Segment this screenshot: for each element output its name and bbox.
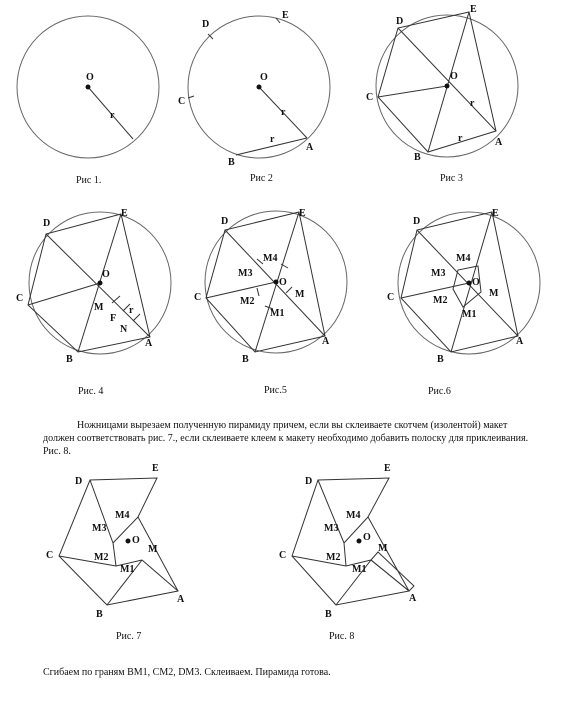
label-M4: M4: [346, 510, 361, 521]
figure-6: [387, 208, 540, 397]
label-O: O: [472, 277, 480, 288]
figure-2: [178, 10, 330, 184]
diagonal-EB: [428, 12, 469, 152]
label-D: D: [413, 216, 421, 227]
label-D: D: [43, 218, 51, 229]
label-M2: M2: [240, 296, 255, 307]
figure-7: [46, 463, 185, 642]
label-M: M: [489, 288, 499, 299]
label-B: B: [96, 609, 103, 620]
label-B: B: [242, 354, 249, 365]
diagonal-DA: [398, 28, 496, 131]
label-C: C: [366, 92, 374, 103]
label-E: E: [282, 10, 289, 21]
label-O: O: [102, 269, 110, 280]
figure-5: [194, 208, 347, 396]
label-r: r: [129, 305, 134, 316]
caption-fig4: Рис. 4: [78, 386, 104, 397]
label-O: O: [260, 72, 268, 83]
caption-fig8: Рис. 8: [329, 631, 355, 642]
label-O: O: [86, 72, 94, 83]
label-M1: M1: [120, 564, 135, 575]
label-C: C: [279, 550, 287, 561]
net-outline: [59, 478, 178, 605]
center-point: [86, 85, 91, 90]
pentagon: [378, 12, 496, 152]
label-M3: M3: [238, 268, 253, 279]
label-D: D: [396, 16, 404, 27]
label-M: M: [148, 544, 158, 555]
label-r: r: [281, 107, 286, 118]
label-C: C: [46, 550, 54, 561]
label-E: E: [492, 208, 499, 219]
figure-8: [279, 463, 417, 642]
label-M1: M1: [462, 309, 477, 320]
label-A: A: [177, 594, 185, 605]
figure-4: [16, 208, 171, 397]
label-A: A: [306, 142, 314, 153]
radius-OC: [28, 283, 100, 305]
label-B: B: [437, 354, 444, 365]
center-point: [274, 280, 279, 285]
figure-3: [366, 4, 518, 184]
label-M: M: [295, 289, 305, 300]
label-N: N: [120, 324, 128, 335]
label-M4: M4: [456, 253, 471, 264]
label-M2: M2: [433, 295, 448, 306]
label-M4: M4: [115, 510, 130, 521]
label-M: M: [378, 543, 388, 554]
label-B: B: [228, 157, 235, 168]
label-E: E: [152, 463, 159, 474]
label-C: C: [16, 293, 24, 304]
tick-N: [133, 314, 140, 321]
label-O: O: [279, 277, 287, 288]
label-A: A: [495, 137, 503, 148]
caption-fig2: Рис 2: [250, 173, 273, 184]
label-r2: r: [458, 133, 463, 144]
caption-fig7: Рис. 7: [116, 631, 142, 642]
label-M3: M3: [431, 268, 446, 279]
label-A: A: [516, 336, 524, 347]
label-C: C: [178, 96, 186, 107]
center-point: [357, 539, 362, 544]
label-F: F: [110, 313, 117, 324]
label-A: A: [322, 336, 330, 347]
tick-M: [112, 296, 120, 303]
label-O: O: [450, 71, 458, 82]
label-B: B: [325, 609, 332, 620]
label-D: D: [305, 476, 313, 487]
label-D: D: [202, 19, 210, 30]
center-point: [445, 84, 450, 89]
edge-M1-A: [142, 560, 178, 591]
label-M4: M4: [263, 253, 278, 264]
label-C: C: [387, 292, 395, 303]
label-r: r: [470, 98, 475, 109]
center-point: [467, 281, 472, 286]
label-r2: r: [270, 134, 275, 145]
caption-fig5: Рис.5: [264, 385, 287, 396]
label-A: A: [409, 593, 417, 604]
caption-fig6: Рис.6: [428, 386, 451, 397]
label-E: E: [384, 463, 391, 474]
final-instruction: Сгибаем по граням ВМ1, СМ2, DM3. Склеиваем. Пирамида готова.: [43, 667, 331, 678]
tick-M2: [257, 288, 259, 296]
label-M3: M3: [324, 523, 339, 534]
label-A: A: [145, 338, 153, 349]
tick-M: [286, 287, 292, 293]
caption-fig1: Рис 1.: [76, 175, 102, 186]
label-E: E: [299, 208, 306, 219]
label-E: E: [121, 208, 128, 219]
label-D: D: [75, 476, 83, 487]
label-C: C: [194, 292, 202, 303]
glue-strip: [371, 552, 414, 591]
label-B: B: [66, 354, 73, 365]
radius-OC: [378, 86, 447, 97]
figure-1: [17, 16, 159, 186]
label-O: O: [132, 535, 140, 546]
edge-M3-M2: [113, 543, 116, 566]
label-M2: M2: [326, 552, 341, 563]
label-O: O: [363, 532, 371, 543]
center-point: [126, 539, 131, 544]
edge-M3-M2: [344, 543, 346, 566]
pentagon: [206, 212, 325, 352]
label-M3: M3: [92, 523, 107, 534]
label-D: D: [221, 216, 229, 227]
diagonal-DA: [46, 234, 150, 337]
instruction-paragraph: Ножницами вырезаем полученную пирамиду причем, если вы склеиваете скотчем (изолентой) макет должен соответствовать рис. 7., если склеиваете клеем к макету необходимо добавить полоску для приклеивания. Рис. 8.: [43, 420, 529, 457]
label-M2: M2: [94, 552, 109, 563]
center-point: [98, 281, 103, 286]
label-M1: M1: [352, 564, 367, 575]
label-M: M: [94, 302, 104, 313]
label-M1: M1: [270, 308, 285, 319]
center-point: [257, 85, 262, 90]
label-E: E: [470, 4, 477, 15]
label-B: B: [414, 152, 421, 163]
label-r: r: [110, 110, 115, 121]
caption-fig3: Рис 3: [440, 173, 463, 184]
